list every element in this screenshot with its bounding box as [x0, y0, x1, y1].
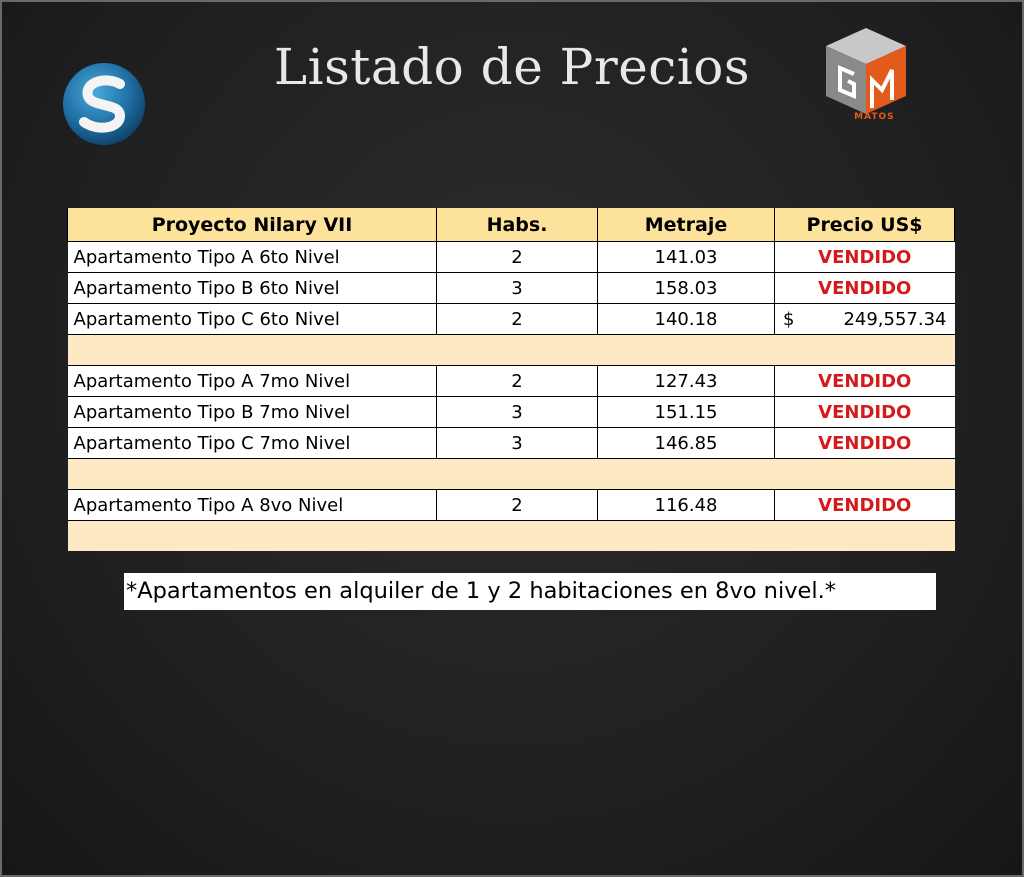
- cell-metraje: 140.18: [598, 304, 775, 335]
- table-row: [68, 428, 955, 459]
- table-row: [68, 490, 955, 521]
- cell-status-sold: VENDIDO: [775, 397, 955, 428]
- currency-symbol: $: [783, 308, 795, 330]
- table-header-row: [68, 208, 955, 242]
- cell-metraje: 158.03: [598, 273, 775, 304]
- cell-unit-name: Apartamento Tipo C 6to Nivel: [68, 304, 437, 335]
- cell-habs: 2: [437, 490, 598, 521]
- cell-price: [775, 304, 955, 335]
- cell-status-sold: VENDIDO: [775, 490, 955, 521]
- cell-unit-name: Apartamento Tipo A 6to Nivel: [68, 242, 437, 273]
- cell-metraje: 151.15: [598, 397, 775, 428]
- price-amount: 249,557.34: [843, 308, 947, 330]
- bottom-band-row: [68, 521, 955, 552]
- price-table: [67, 208, 955, 551]
- cell-metraje: 141.03: [598, 242, 775, 273]
- table-row: [68, 397, 955, 428]
- cell-status-sold: VENDIDO: [775, 273, 955, 304]
- cell-unit-name: Apartamento Tipo C 7mo Nivel: [68, 428, 437, 459]
- cell-unit-name: Apartamento Tipo A 8vo Nivel: [68, 490, 437, 521]
- spacer-cell: [68, 521, 955, 552]
- cell-status-sold: VENDIDO: [775, 428, 955, 459]
- cell-habs: 2: [437, 366, 598, 397]
- cell-habs: 2: [437, 304, 598, 335]
- table-row: [68, 304, 955, 335]
- table-body: [68, 242, 955, 552]
- cell-status-sold: VENDIDO: [775, 242, 955, 273]
- spacer-row: [68, 459, 955, 490]
- caption-word-3: SRL: [898, 112, 921, 122]
- table-row: [68, 366, 955, 397]
- cell-habs: 3: [437, 397, 598, 428]
- cell-habs: 3: [437, 273, 598, 304]
- spacer-row: [68, 335, 955, 366]
- cell-unit-name: Apartamento Tipo A 7mo Nivel: [68, 366, 437, 397]
- table-row: [68, 242, 955, 273]
- header-project: Proyecto Nilary VII: [68, 208, 437, 242]
- rental-note: *Apartamentos en alquiler de 1 y 2 habitaciones en 8vo nivel.*: [124, 573, 936, 610]
- grupo-matos-caption: [790, 112, 940, 122]
- header-metraje: Metraje: [598, 208, 775, 242]
- caption-word-1: GRUPO: [809, 112, 850, 122]
- cell-metraje: 116.48: [598, 490, 775, 521]
- cell-unit-name: Apartamento Tipo B 6to Nivel: [68, 273, 437, 304]
- cell-habs: 3: [437, 428, 598, 459]
- page-title: Listado de Precios: [273, 38, 751, 96]
- table-row: [68, 273, 955, 304]
- cell-habs: 2: [437, 242, 598, 273]
- header-price: Precio US$: [775, 208, 955, 242]
- spacer-cell: [68, 459, 955, 490]
- cell-metraje: 146.85: [598, 428, 775, 459]
- cell-metraje: 127.43: [598, 366, 775, 397]
- spacer-cell: [68, 335, 955, 366]
- cell-unit-name: Apartamento Tipo B 7mo Nivel: [68, 397, 437, 428]
- header-habs: Habs.: [437, 208, 598, 242]
- cell-status-sold: VENDIDO: [775, 366, 955, 397]
- caption-word-2: MATOS: [854, 112, 895, 122]
